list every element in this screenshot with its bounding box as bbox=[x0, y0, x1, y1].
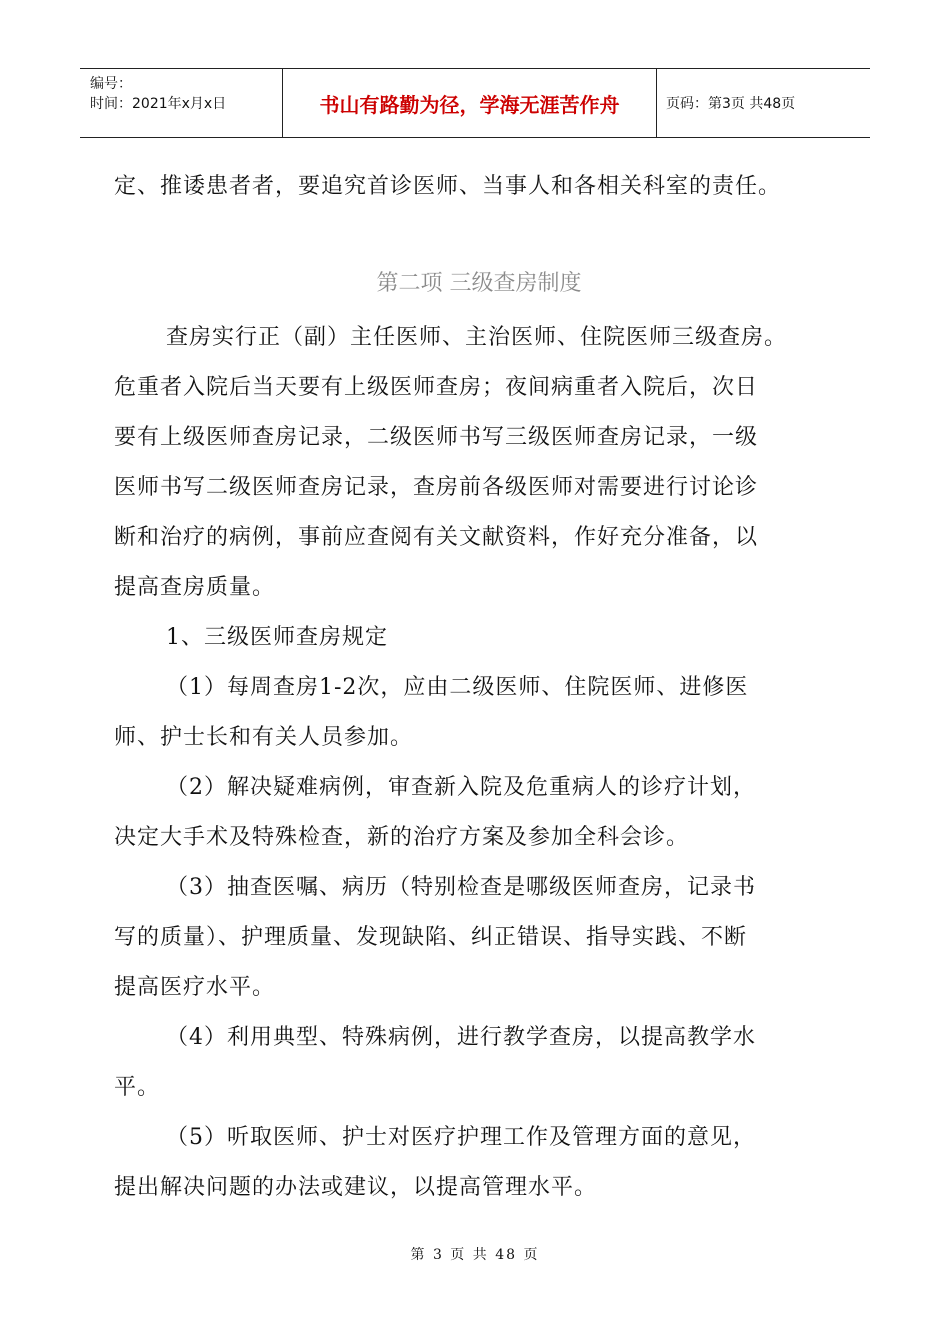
page-footer: 第 3 页 共 48 页 bbox=[410, 1247, 540, 1263]
paragraph-line: （4）利用典型、特殊病例，进行教学查房，以提高教学水 bbox=[166, 1025, 756, 1050]
paragraph-line: 危重者入院后当天要有上级医师查房；夜间病重者入院后，次日 bbox=[114, 375, 759, 400]
paragraph-line: （1）每周查房1-2次，应由二级医师、住院医师、进修医 bbox=[166, 675, 749, 700]
continuation-line: 定、推诿患者者，要追究首诊医师、当事人和各相关科室的责任。 bbox=[114, 174, 782, 199]
paragraph-line: 提高医疗水平。 bbox=[114, 975, 276, 1000]
paragraph-line: 决定大手术及特殊检查，新的治疗方案及参加全科会诊。 bbox=[114, 825, 690, 850]
document-date: 时间：2021年x月x日 bbox=[90, 96, 227, 112]
paragraph-line: （5）听取医师、护士对医疗护理工作及管理方面的意见， bbox=[166, 1125, 756, 1150]
paragraph-line: 提高查房质量。 bbox=[114, 575, 276, 600]
paragraph-line: 提出解决问题的办法或建议，以提高管理水平。 bbox=[114, 1175, 598, 1200]
page-header bbox=[80, 68, 870, 138]
paragraph-line: 平。 bbox=[114, 1075, 161, 1100]
paragraph-line: （3）抽查医嘱、病历（特别检查是哪级医师查房，记录书 bbox=[166, 875, 756, 900]
paragraph-line: 要有上级医师查房记录，二级医师书写三级医师查房记录，一级 bbox=[114, 425, 759, 450]
paragraph-line: （2）解决疑难病例，审查新入院及危重病人的诊疗计划， bbox=[166, 775, 756, 800]
section-title: 第二项 三级查房制度 bbox=[376, 271, 582, 296]
header-meta bbox=[80, 69, 283, 137]
paragraph-line: 查房实行正（副）主任医师、主治医师、住院医师三级查房。 bbox=[166, 325, 788, 350]
paragraph-line: 写的质量）、护理质量、发现缺陷、纠正错误、指导实践、不断 bbox=[114, 925, 748, 950]
document-number-label: 编号： bbox=[90, 76, 132, 92]
header-motto: 书山有路勤为径，学海无涯苦作舟 bbox=[283, 69, 657, 137]
paragraph-line: 医师书写二级医师查房记录，查房前各级医师对需要进行讨论诊 bbox=[114, 475, 759, 500]
header-page-info: 页码：第3页 共48页 bbox=[666, 96, 796, 112]
paragraph-line: 断和治疗的病例，事前应查阅有关文献资料，作好充分准备，以 bbox=[114, 525, 759, 550]
paragraph-line: 师、护士长和有关人员参加。 bbox=[114, 725, 414, 750]
subsection-title: 1、三级医师查房规定 bbox=[166, 625, 388, 650]
document-body bbox=[114, 161, 844, 1213]
